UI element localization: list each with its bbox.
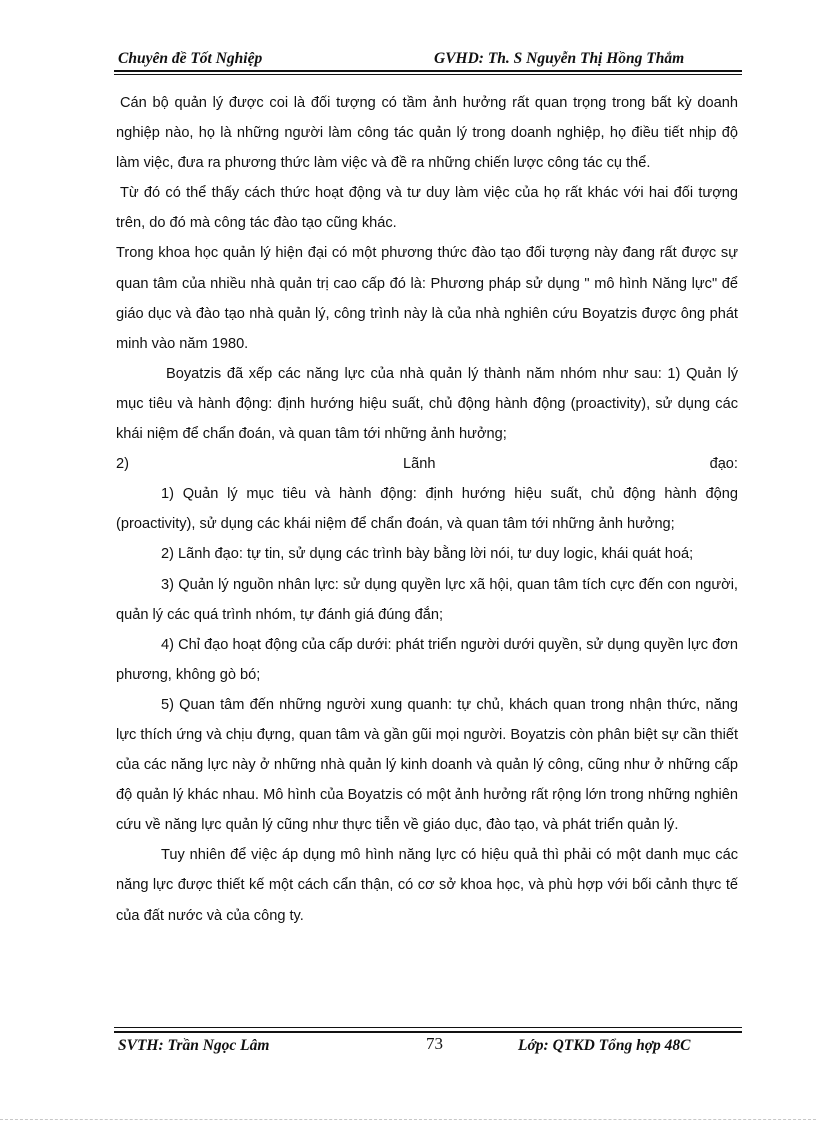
paragraph: Cán bộ quản lý được coi là đối tượng có tầm ảnh hưởng rất quan trọng trong bất kỳ doanh nghiệp nào, họ là những người làm công tác quản lý trong doanh nghiệp, họ điều tiết nhịp độ làm việc, đưa ra phương thức làm việc và đề ra những chiến lược công tác cụ thể. xyxy=(116,95,738,172)
page-bottom-dotted-line xyxy=(0,1119,816,1120)
header-title: Chuyên đề Tốt Nghiệp xyxy=(118,50,263,67)
paragraph: Boyatzis đã xếp các năng lực của nhà quản lý thành năm nhóm như sau: 1) Quản lý mục tiêu và hành động: định hướng hiệu suất, chủ động hành động (proactivity), sử dụng các khái niệm để chẩn đoán, và quan tâm tới những ảnh hưởng; xyxy=(116,365,738,443)
spread-word: 2) xyxy=(116,456,129,473)
list-item: 1) Quản lý mục tiêu và hành động: định hướng hiệu suất, chủ động hành động (proactivity), sử dụng các khái niệm để chẩn đoán, và quan tâm tới những ảnh hưởng; xyxy=(116,486,738,533)
paragraph: Trong khoa học quản lý hiện đại có một phương thức đào tạo đối tượng này đang rất được sự quan tâm của nhiều nhà quản trị cao cấp đó là: Phương pháp sử dụng " mô hình Năng lực" để giáo dục và đào tạo nhà quản lý, công trình này là của nhà nghiên cứu Boyatzis được ông phát minh vào năm 1980. xyxy=(116,245,738,352)
body-text xyxy=(116,88,738,931)
page-footer xyxy=(114,1034,742,1058)
list-item: 5) Quan tâm đến những người xung quanh: tự chủ, khách quan trong nhận thức, năng lực thích ứng và chịu đựng, quan tâm và gần gũi mọi người. Boyatzis còn phân biệt sự cần thiết của các năng lực này ở những nhà quản lý kinh doanh và quản lý công, cũng như ở những cấp độ quản lý khác nhau. Mô hình của Boyatzis có một ảnh hưởng rất rộng lớn trong những nghiên cứu về năng lực quản lý cũng như thực tiễn về giáo dục, đào tạo, và phát triển quản lý. xyxy=(116,696,738,834)
footer-class: Lớp: QTKD Tổng hợp 48C xyxy=(518,1037,691,1054)
header-rule-thick xyxy=(114,70,742,72)
spread-word: đạo: xyxy=(709,456,738,473)
list-item: 4) Chỉ đạo hoạt động của cấp dưới: phát triển người dưới quyền, sử dụng quyền lực đơn phương, không gò bó; xyxy=(116,636,738,683)
header-rule-thin xyxy=(114,74,742,75)
page-header xyxy=(114,46,742,70)
paragraph: Tuy nhiên để việc áp dụng mô hình năng lực có hiệu quả thì phải có một danh mục các năng lực được thiết kế một cách cẩn thận, có cơ sở khoa học, và phù hợp với bối cảnh thực tế của đất nước và của công ty. xyxy=(116,847,738,924)
footer-rule-thin xyxy=(114,1027,742,1028)
header-advisor: GVHD: Th. S Nguyễn Thị Hồng Thắm xyxy=(434,50,685,67)
list-item: 2) Lãnh đạo: tự tin, sử dụng các trình bày bằng lời nói, tư duy logic, khái quát hoá; xyxy=(161,546,694,563)
footer-rule-thick xyxy=(114,1031,742,1033)
page-number: 73 xyxy=(426,1034,443,1053)
paragraph: Từ đó có thể thấy cách thức hoạt động và tư duy làm việc của họ rất khác với hai đối tượng trên, do đó mà công tác đào tạo cũng khác. xyxy=(116,185,738,232)
justified-line xyxy=(116,449,738,479)
spread-word: Lãnh xyxy=(403,456,436,473)
list-item: 3) Quản lý nguồn nhân lực: sử dụng quyền lực xã hội, quan tâm tích cực đến con người, quản lý các quá trình nhóm, tự đánh giá đúng đắn; xyxy=(116,576,738,623)
footer-student: SVTH: Trần Ngọc Lâm xyxy=(118,1037,270,1054)
